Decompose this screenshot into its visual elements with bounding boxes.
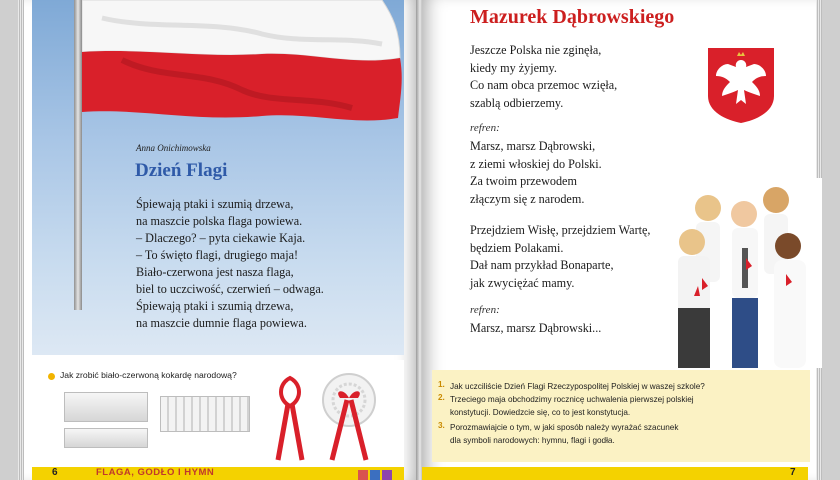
fabric-strip-image — [64, 428, 148, 448]
poem-stanza-2: Biało-czerwona jest nasza flaga, biel to uczciwość, czerwień – odwaga. Śpiewają ptaki i szumią drzewa, na maszcie dumnie flaga powiewa. — [136, 265, 324, 330]
footer-bar — [422, 467, 808, 480]
anthem-refrain-1: Marsz, marsz Dąbrowski, z ziemi włoskiej do Polski. Za twoim przewodem złączym się z narodem. — [470, 139, 602, 206]
page-number-left: 6 — [52, 467, 58, 478]
refrain-label: refren: — [470, 304, 500, 316]
question-item: dla symboli narodowych: hymnu, flagi i godła. — [450, 436, 615, 445]
anthem-refrain-2: Marsz, marsz Dąbrowski... — [470, 321, 602, 335]
section-title: FLAGA, GODŁO I HYMN — [96, 467, 215, 478]
left-page — [18, 0, 418, 480]
cockade-question: Jak zrobić biało-czerwoną kokardę narodową? — [60, 370, 237, 380]
red-ribbon-image — [272, 374, 308, 464]
anthem-title: Mazurek Dąbrowskiego — [470, 6, 675, 28]
question-item: Porozmawiajcie o tym, w jaki sposób należy wyrażać szacunek — [450, 423, 679, 432]
poem-author: Anna Onichimowska — [136, 143, 211, 153]
poem-stanza-1: Śpiewają ptaki i szumią drzewa, na maszcie polska flaga powiewa. – Dlaczego? – pyta ciekawie Kaja. – To święto flagi, drugiego maja! — [136, 197, 306, 262]
question-item: Jak uczciliście Dzień Flagi Rzeczypospolitej Polskiej w waszej szkole? — [450, 382, 705, 391]
question-item: konstytucji. Dowiedzcie się, co to jest konstytucja. — [450, 408, 631, 417]
poem-title: Dzień Flagi — [135, 160, 228, 181]
polish-flag-image — [82, 0, 404, 140]
question-item: Trzeciego maja obchodzimy rocznicę uchwalenia pierwszej polskiej — [450, 395, 694, 404]
anthem-stanza-2: Przejdziem Wisłę, przejdziem Wartę, będziem Polakami. Dał nam przykład Bonaparte, jak zwyciężać mamy. — [470, 223, 651, 290]
page-edge — [18, 0, 24, 480]
open-textbook — [18, 0, 822, 480]
question-number: 3. — [438, 421, 445, 430]
book-icon — [382, 470, 392, 480]
footer-bar — [32, 467, 404, 480]
page-number-right: 7 — [790, 467, 796, 478]
cockade-image — [318, 372, 380, 464]
activity-icons — [358, 468, 394, 480]
question-number: 2. — [438, 393, 445, 402]
refrain-label: refren: — [470, 122, 500, 134]
fabric-strip-image — [64, 392, 148, 422]
right-page — [422, 0, 822, 480]
children-singing-photo — [662, 178, 822, 368]
bullet-icon — [48, 373, 55, 380]
pleated-ribbon-image — [160, 396, 250, 432]
question-number: 1. — [438, 380, 445, 389]
anthem-stanza-1: Jeszcze Polska nie zginęła, kiedy my żyjemy. Co nam obca przemoc wzięła, szablą odbierzemy. — [470, 43, 618, 110]
reading-icon — [358, 470, 368, 480]
flagpole — [74, 0, 82, 310]
listening-icon — [370, 470, 380, 480]
polish-eagle-emblem — [706, 46, 776, 124]
